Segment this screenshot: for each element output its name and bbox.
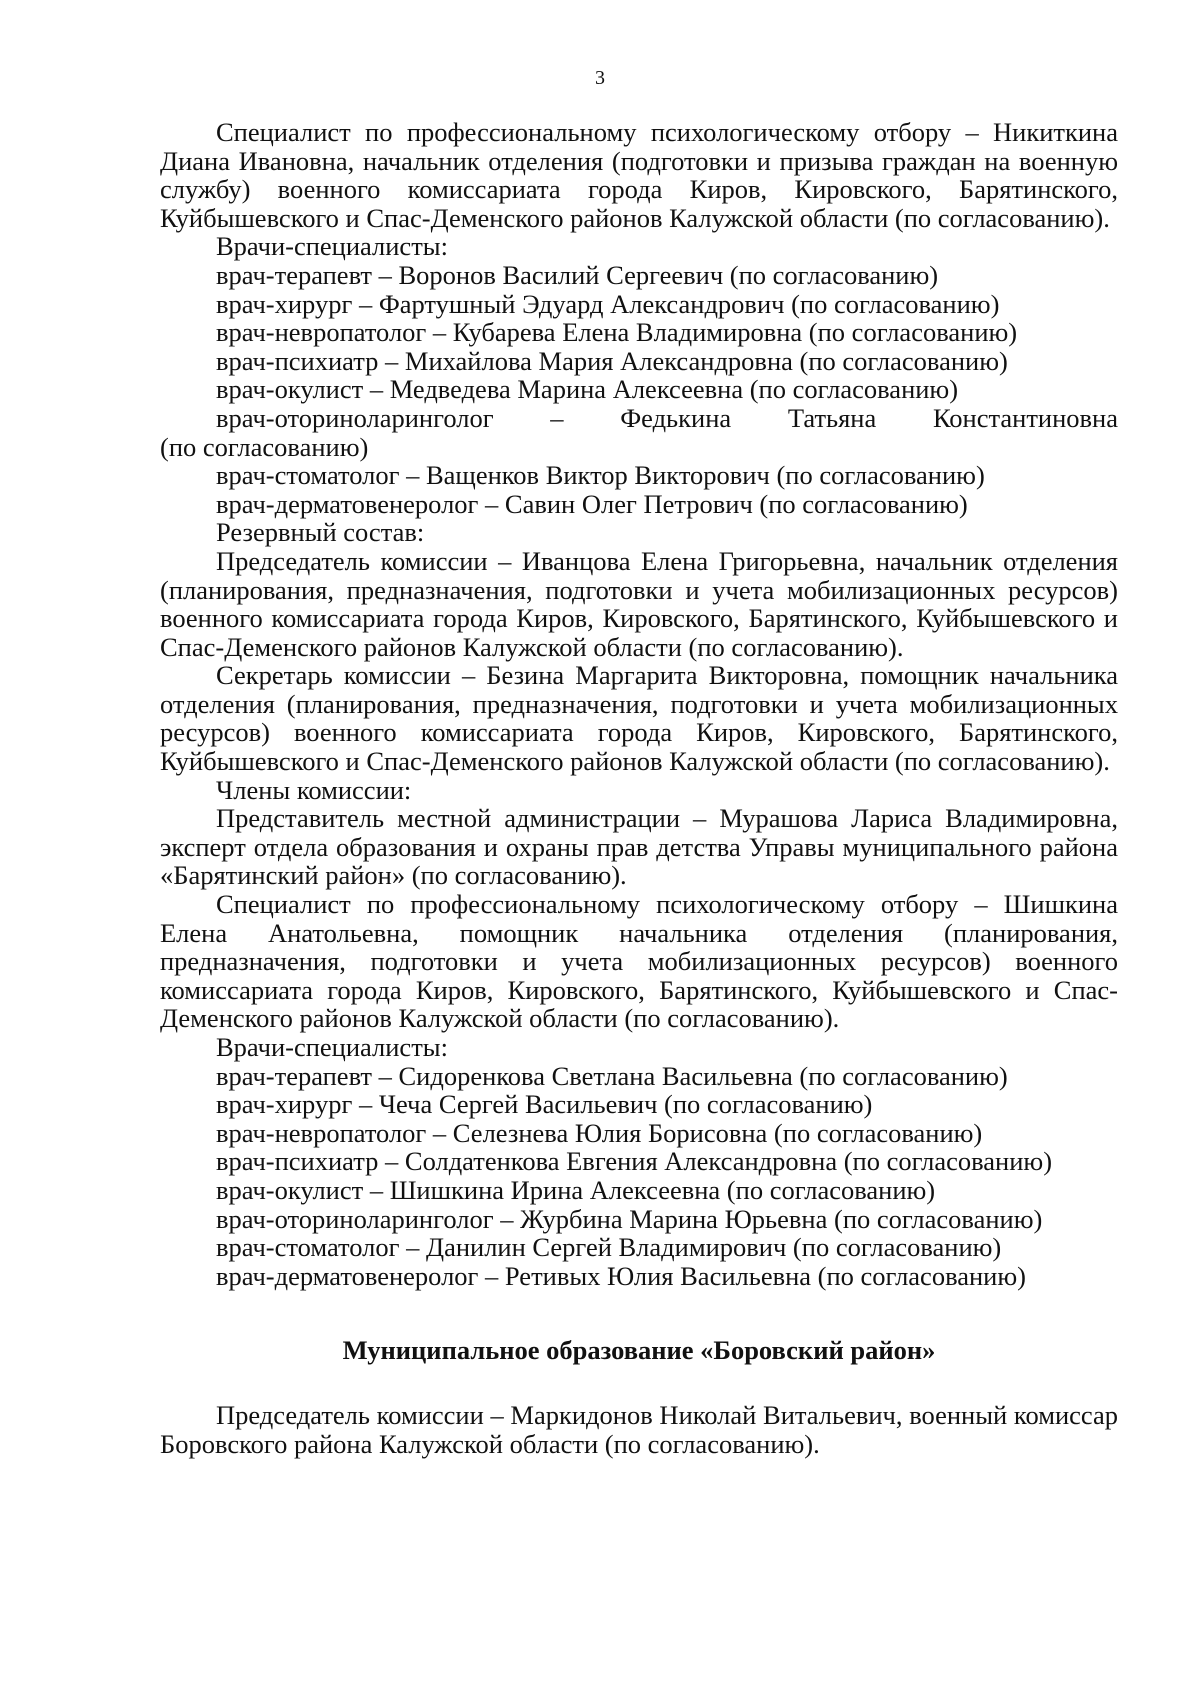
reserve-heading: Резервный состав: [216, 517, 425, 548]
doctors-heading: Врачи-специалисты: [216, 231, 448, 262]
reserve-psych-specialist-paragraph: Специалист по профессиональному психологическому отбору – Шишкина Елена Анатольевна, помощник начальника отделения (планирования, предназначения, подготовки и учета мобилизационных ресурсов) военного комиссариата города Киров, Кировского, Барятинского, Куйбышевского и Спас-Деменского районов Калужской области (по согласованию). [160, 889, 1118, 1034]
psych-specialist-paragraph: Специалист по профессиональному психологическому отбору – Никиткина Диана Ивановна, начальник отделения (подготовки и призыва граждан на военную службу) военного комиссариата города Киров, Кировского, Барятинского, Куйбышевского и Спас-Деменского районов Калужской области (по согласованию). [160, 117, 1118, 233]
doctor-line: врач-хирург – Чеча Сергей Васильевич (по согласованию) [216, 1089, 873, 1120]
reserve-secretary-paragraph: Секретарь комиссии – Безина Маргарита Викторовна, помощник начальника отделения (планирования, предназначения, подготовки и учета мобилизационных ресурсов) военного комиссариата города Киров, Кировского, Барятинского, Куйбышевского и Спас-Деменского районов Калужской области (по согласованию). [160, 660, 1118, 777]
doctor-line: врач-окулист – Шишкина Ирина Алексеевна (по согласованию) [216, 1174, 936, 1205]
doctor-line: врач-дерматовенеролог – Ретивых Юлия Васильевна (по согласованию) [216, 1260, 1026, 1291]
doctor-line: врач-терапевт – Воронов Василий Сергеевич (по согласованию) [216, 259, 939, 290]
borovsky-chairman-paragraph: Председатель комиссии – Маркидонов Николай Витальевич, военный комиссар Боровского района Калужской области (по согласованию). [160, 1399, 1118, 1459]
doctor-line: врач-терапевт – Сидоренкова Светлана Васильевна (по согласованию) [216, 1060, 1008, 1091]
doctor-line: врач-оториноларинголог – Журбина Марина Юрьевна (по согласованию) [216, 1203, 1043, 1234]
page-number: 3 [595, 67, 605, 89]
doctor-line: врач-стоматолог – Данилин Сергей Владимирович (по согласованию) [216, 1232, 1002, 1263]
doctor-line: врач-дерматовенеролог – Савин Олег Петрович (по согласованию) [216, 488, 968, 519]
section-title: Муниципальное образование «Боровский район» [342, 1335, 936, 1366]
doctor-line-ent: врач-оториноларинголог – Федькина Татьяна Константиновна [216, 402, 1118, 433]
doctor-line: врач-окулист – Медведева Марина Алексеевна (по согласованию) [216, 374, 959, 405]
document-body [160, 118, 1118, 1458]
doctor-line: врач-невропатолог – Селезнева Юлия Борисовна (по согласованию) [216, 1117, 983, 1148]
doctor-line: врач-психиатр – Михайлова Мария Александровна (по согласованию) [216, 345, 1008, 376]
doctor-line-ent-note: (по согласованию) [160, 431, 369, 462]
doctor-line: врач-стоматолог – Ващенков Виктор Викторович (по согласованию) [216, 460, 985, 491]
doctor-line: врач-психиатр – Солдатенкова Евгения Александровна (по согласованию) [216, 1146, 1053, 1177]
reserve-doctors-heading: Врачи-специалисты: [216, 1032, 448, 1062]
doctor-line: врач-хирург – Фартушный Эдуард Александрович (по согласованию) [216, 288, 1000, 319]
local-admin-paragraph: Представитель местной администрации – Мурашова Лариса Владимировна, эксперт отдела образования и охраны прав детства Управы муниципального района «Барятинский район» (по согласованию). [160, 803, 1118, 891]
members-heading: Члены комиссии: [216, 774, 412, 805]
reserve-chairman-paragraph: Председатель комиссии – Иванцова Елена Григорьевна, начальник отделения (планирования, предназначения, подготовки и учета мобилизационных ресурсов) военного комиссариата города Киров, Кировского, Барятинского, Куйбышевского и Спас-Деменского районов Калужской области (по согласованию). [160, 545, 1118, 662]
doctor-line: врач-невропатолог – Кубарева Елена Владимировна (по согласованию) [216, 317, 1018, 348]
